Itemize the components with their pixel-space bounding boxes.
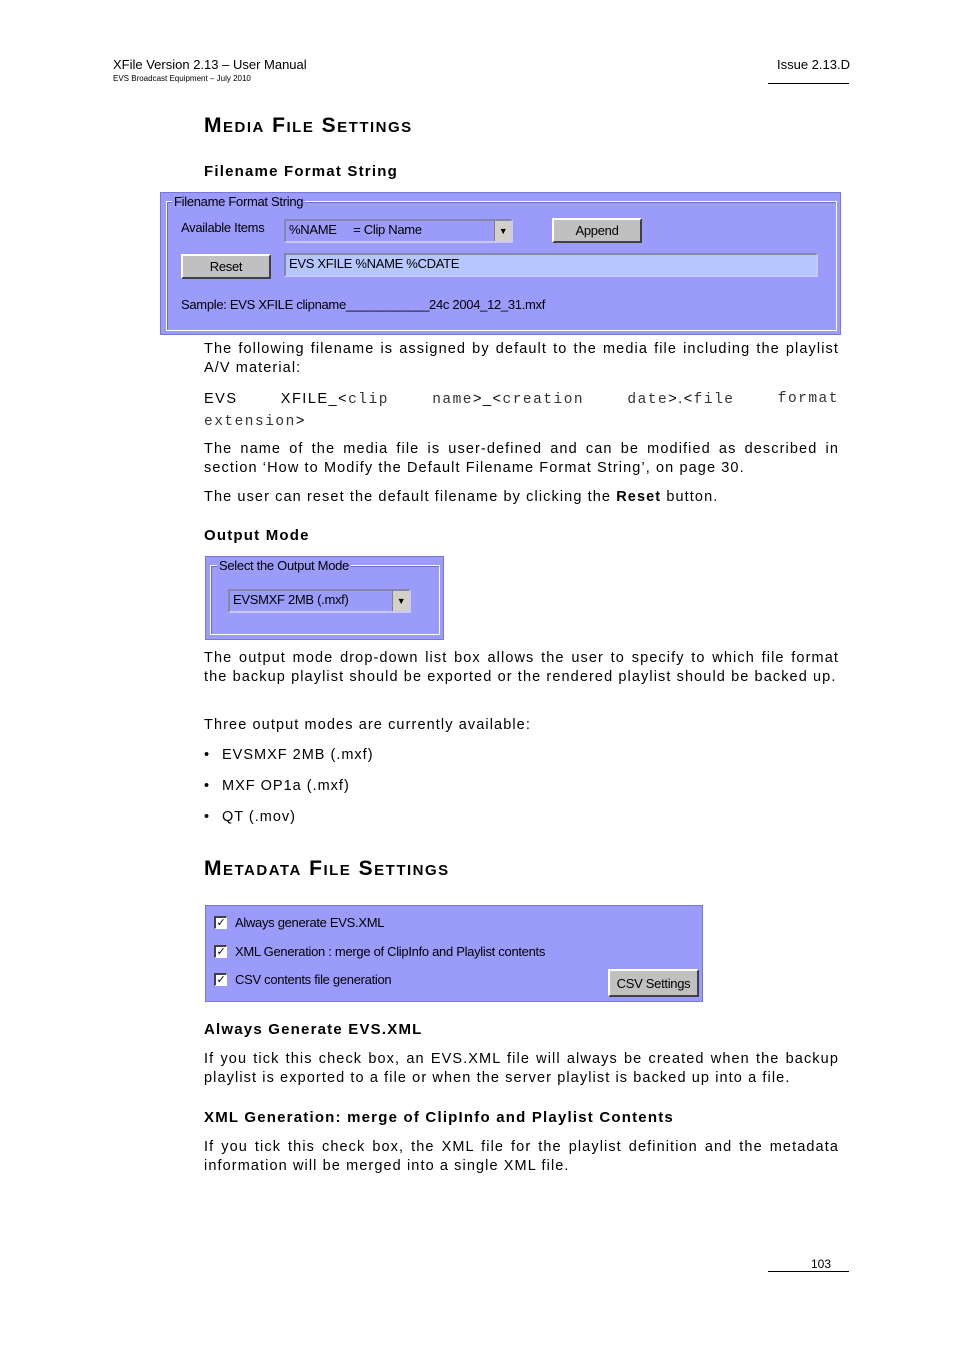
- list-item: • EVSMXF 2MB (.mxf): [204, 747, 374, 763]
- pattern-token: name>_<creation: [432, 391, 585, 408]
- pattern-token: format: [777, 391, 839, 407]
- filename-format-input[interactable]: EVS XFILE %NAME %CDATE: [284, 253, 818, 277]
- bullet-icon: •: [204, 747, 211, 763]
- chevron-down-icon[interactable]: ▼: [494, 221, 511, 241]
- always-generate-heading: Always Generate EVS.XML: [204, 1021, 423, 1038]
- page-number: 103: [811, 1257, 832, 1271]
- list-item: • QT (.mov): [204, 809, 296, 825]
- reset-bold-text: Reset: [616, 489, 662, 505]
- pattern-token: date>.<file: [627, 391, 735, 408]
- reset-button[interactable]: Reset: [181, 254, 271, 279]
- reset-paragraph: The user can reset the default filename by clicking the Reset button.: [204, 489, 719, 505]
- append-button[interactable]: Append: [552, 218, 642, 243]
- csv-contents-checkbox[interactable]: ✓: [214, 973, 227, 986]
- output-mode-group-title: Select the Output Mode: [219, 558, 349, 573]
- xml-generation-checkbox[interactable]: ✓: [214, 945, 227, 958]
- output-mode-heading: Output Mode: [204, 527, 310, 544]
- checkbox-label: XML Generation : merge of ClipInfo and Playlist contents: [235, 944, 546, 959]
- filename-format-group-title: Filename Format String: [174, 194, 304, 209]
- checkbox-label: Always generate EVS.XML: [235, 915, 385, 930]
- output-mode-combo-value: EVSMXF 2MB (.mxf): [233, 592, 349, 607]
- filename-format-heading: Filename Format String: [204, 163, 398, 180]
- bullet-icon: •: [204, 778, 211, 794]
- filename-format-dialog: [160, 192, 841, 335]
- pattern-token: XFILE_<clip: [280, 391, 389, 408]
- document-subtitle: EVS Broadcast Equipment – July 2010: [113, 74, 251, 83]
- list-item: • MXF OP1a (.mxf): [204, 778, 350, 794]
- output-modes-available-paragraph: Three output modes are currently available:: [204, 717, 531, 733]
- document-title: XFile Version 2.13 – User Manual: [113, 57, 307, 72]
- media-file-settings-heading: Media File Settings: [204, 114, 413, 137]
- pattern-token: EVS: [204, 391, 238, 407]
- footer-rule: [768, 1271, 849, 1272]
- always-generate-paragraph: If you tick this check box, an EVS.XML file will always be created when the backup playlist is exported to a file or when the server playlist is backed up into a file.: [204, 1051, 839, 1086]
- output-mode-dialog: [205, 556, 444, 640]
- csv-contents-checkbox-row[interactable]: [214, 972, 391, 987]
- pattern-token: >: [295, 413, 306, 429]
- pattern-token: extension: [204, 414, 296, 430]
- metadata-file-settings-heading: Metadata File Settings: [204, 857, 450, 880]
- available-items-combo-value: %NAME = Clip Name: [289, 222, 422, 237]
- header-rule: [768, 83, 849, 84]
- output-mode-paragraph: The output mode drop-down list box allows the user to specify to which file format the backup playlist should be exported or the rendered playlist should be backed up.: [204, 650, 839, 685]
- xml-generation-paragraph: If you tick this check box, the XML file for the playlist definition and the metadata information will be merged into a single XML file.: [204, 1139, 839, 1174]
- user-defined-paragraph: The name of the media file is user-defined and can be modified as described in section ‘How to Modify the Default Filename Format String’, on page 30.: [204, 441, 839, 476]
- metadata-settings-dialog: [205, 905, 703, 1002]
- available-items-combo[interactable]: [284, 219, 513, 243]
- sample-filename-text: Sample: EVS XFILE clipname____________24c 2004_12_31.mxf: [181, 297, 546, 312]
- xml-generation-heading: XML Generation: merge of ClipInfo and Playlist Contents: [204, 1109, 674, 1126]
- default-filename-paragraph: The following filename is assigned by default to the media file including the playlist A/V material:: [204, 341, 839, 376]
- checkbox-label: CSV contents file generation: [235, 972, 392, 987]
- always-generate-evs-xml-checkbox[interactable]: ✓: [214, 916, 227, 929]
- always-generate-evs-xml-checkbox-row[interactable]: [214, 915, 384, 930]
- available-items-label: Available Items: [181, 220, 265, 235]
- xml-generation-checkbox-row[interactable]: [214, 944, 545, 959]
- chevron-down-icon[interactable]: ▼: [392, 591, 409, 611]
- issue-label: Issue 2.13.D: [777, 57, 850, 72]
- default-filename-pattern: [204, 389, 839, 433]
- output-mode-combo[interactable]: [228, 589, 411, 613]
- bullet-icon: •: [204, 809, 211, 825]
- csv-settings-button[interactable]: CSV Settings: [608, 969, 699, 997]
